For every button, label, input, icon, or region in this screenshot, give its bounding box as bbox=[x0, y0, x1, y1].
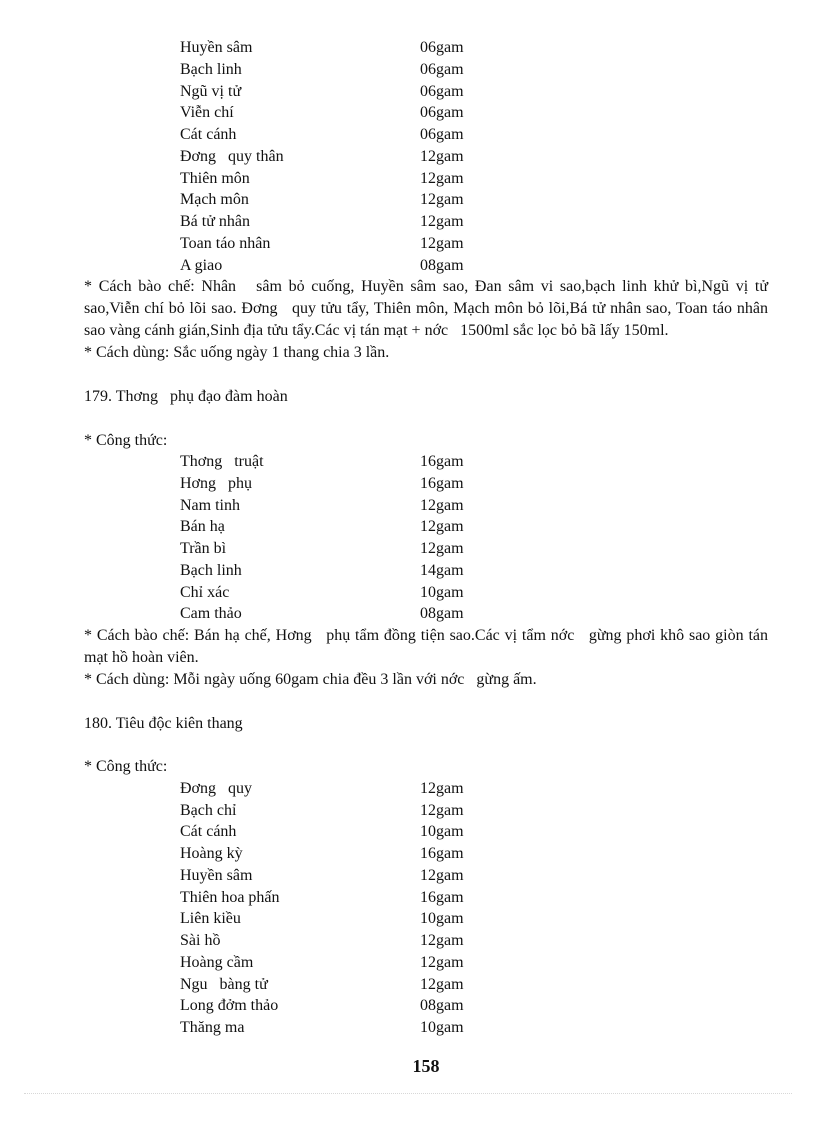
ingredient-qty: 12gam bbox=[420, 497, 464, 514]
ingredient-qty: 10gam bbox=[420, 1019, 464, 1036]
ingredient-qty: 06gam bbox=[420, 39, 464, 56]
ingredient-qty: 16gam bbox=[420, 889, 464, 906]
ingredient-qty: 16gam bbox=[420, 845, 464, 862]
recipe-title: 180. Tiêu độc kiên thang bbox=[84, 715, 243, 732]
ingredient-qty: 08gam bbox=[420, 257, 464, 274]
ingredient-qty: 12gam bbox=[420, 932, 464, 949]
ingredient-qty: 12gam bbox=[420, 802, 464, 819]
ingredient-name: Trần bì bbox=[180, 540, 227, 557]
ingredient-name: Hoàng kỳ bbox=[180, 845, 243, 862]
ingredient-name: Cam thảo bbox=[180, 605, 242, 622]
ingredient-qty: 12gam bbox=[420, 954, 464, 971]
ingredient-name: Thơng truật bbox=[180, 453, 264, 470]
ingredient-name: Huyền sâm bbox=[180, 39, 253, 56]
ingredient-qty: 12gam bbox=[420, 540, 464, 557]
ingredient-qty: 12gam bbox=[420, 235, 464, 252]
ingredient-name: Bạch linh bbox=[180, 562, 242, 579]
ingredient-name: Bán hạ bbox=[180, 518, 225, 535]
ingredient-name: Thiên hoa phấn bbox=[180, 889, 280, 906]
preparation-paragraph: * Cách bào chế: Bán hạ chế, Hơng phụ tẩm đồng tiện sao.Các vị tẩm nớc gừng phơi khô sao giòn tán mạt hồ hoàn viên. bbox=[84, 627, 772, 666]
ingredient-name: Thiên môn bbox=[180, 170, 250, 187]
usage-line: * Cách dùng: Sắc uống ngày 1 thang chia 3 lần. bbox=[84, 344, 390, 361]
ingredient-name: Viễn chí bbox=[180, 104, 234, 121]
ingredient-qty: 16gam bbox=[420, 475, 464, 492]
ingredient-name: Bạch linh bbox=[180, 61, 242, 78]
ingredient-qty: 12gam bbox=[420, 976, 464, 993]
ingredient-name: Hoàng cầm bbox=[180, 954, 254, 971]
ingredient-qty: 12gam bbox=[420, 148, 464, 165]
ingredient-name: Bạch chỉ bbox=[180, 802, 237, 819]
ingredient-name: Nam tinh bbox=[180, 497, 240, 514]
ingredient-name: Mạch môn bbox=[180, 191, 249, 208]
ingredient-qty: 10gam bbox=[420, 584, 464, 601]
ingredient-qty: 12gam bbox=[420, 780, 464, 797]
formula-label: * Công thức: bbox=[84, 758, 168, 775]
ingredient-qty: 08gam bbox=[420, 605, 464, 622]
ingredient-name: Long đởm thảo bbox=[180, 997, 279, 1014]
ingredient-qty: 16gam bbox=[420, 453, 464, 470]
ingredient-name: Huyền sâm bbox=[180, 867, 253, 884]
usage-line: * Cách dùng: Mỗi ngày uống 60gam chia đều 3 lần với nớc gừng ấm. bbox=[84, 671, 537, 688]
ingredient-name: Hơng phụ bbox=[180, 475, 253, 492]
ingredient-qty: 12gam bbox=[420, 518, 464, 535]
ingredient-name: A giao bbox=[180, 257, 223, 274]
ingredient-name: Đơng quy thân bbox=[180, 148, 284, 165]
ingredient-name: Cát cánh bbox=[180, 126, 237, 143]
ingredient-qty: 06gam bbox=[420, 61, 464, 78]
ingredient-qty: 06gam bbox=[420, 104, 464, 121]
preparation-paragraph: * Cách bào chế: Nhân sâm bỏ cuống, Huyền sâm sao, Đan sâm vi sao,bạch linh khử bì,Ngũ vị tử sao,Viễn chí bỏ lõi sao. Đơng quy tửu tẩy, Thiên môn, Mạch môn bỏ lõi,Bá tử nhân sao, Toan táo nhân sao vàng cánh gián,Sinh địa tửu tẩy.Các vị tán mạt + nớc 1500ml sắc lọc bỏ bã lấy 150ml. bbox=[84, 278, 772, 339]
ingredient-name: Cát cánh bbox=[180, 823, 237, 840]
ingredient-qty: 12gam bbox=[420, 170, 464, 187]
page-bottom-divider bbox=[24, 1093, 792, 1094]
ingredient-name: Thăng ma bbox=[180, 1019, 245, 1036]
page-number: 158 bbox=[412, 1056, 440, 1076]
ingredient-qty: 14gam bbox=[420, 562, 464, 579]
ingredient-qty: 12gam bbox=[420, 213, 464, 230]
ingredient-qty: 12gam bbox=[420, 191, 464, 208]
ingredient-qty: 10gam bbox=[420, 910, 464, 927]
ingredient-name: Liên kiều bbox=[180, 910, 241, 927]
ingredient-name: Ngũ vị tử bbox=[180, 83, 242, 100]
ingredient-qty: 06gam bbox=[420, 126, 464, 143]
ingredient-name: Bá tử nhân bbox=[180, 213, 250, 230]
ingredient-name: Toan táo nhân bbox=[180, 235, 271, 252]
recipe-title: 179. Thơng phụ đạo đàm hoàn bbox=[84, 388, 288, 405]
ingredient-qty: 06gam bbox=[420, 83, 464, 100]
ingredient-qty: 10gam bbox=[420, 823, 464, 840]
ingredient-qty: 08gam bbox=[420, 997, 464, 1014]
ingredient-name: Chỉ xác bbox=[180, 584, 230, 601]
formula-label: * Công thức: bbox=[84, 432, 168, 449]
ingredient-name: Đơng quy bbox=[180, 780, 253, 797]
ingredient-qty: 12gam bbox=[420, 867, 464, 884]
ingredient-name: Ngu bàng tử bbox=[180, 976, 268, 993]
ingredient-name: Sài hồ bbox=[180, 932, 221, 949]
